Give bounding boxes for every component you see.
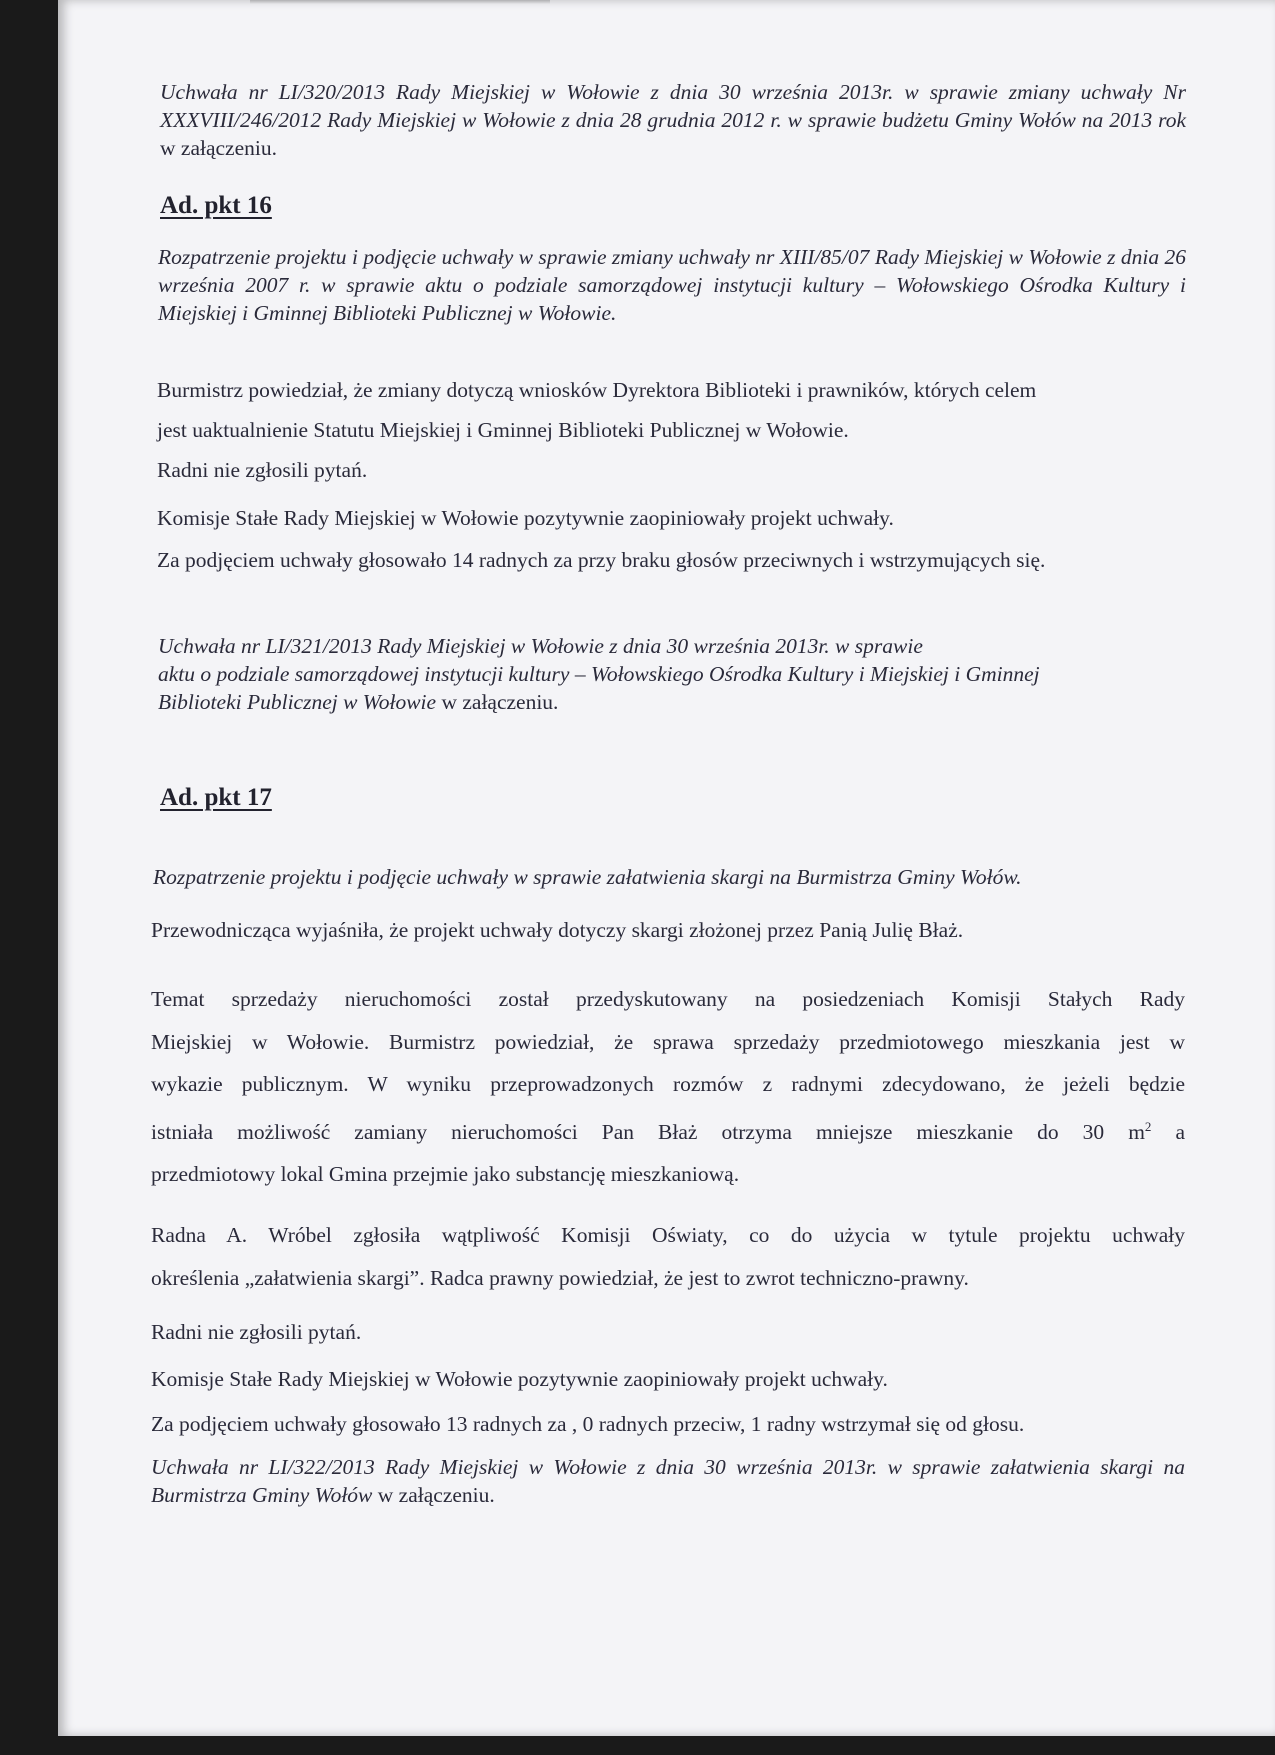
pkt16-mayor-statement-cont — [157, 416, 849, 444]
heading-pkt-16: Ad. pkt 16 — [160, 192, 272, 219]
pkt17-wrobel-line-1: Radna A. Wróbel zgłosiła wątpliwość Komisji Oświaty, co do użycia w tytule projektu uchwały — [151, 1223, 1185, 1247]
pkt16-mayor-line-1: Burmistrz powiedział, że zmiany dotyczą wniosków Dyrektora Biblioteki i prawników, których celem — [157, 378, 1037, 402]
pkt16-mayor-statement — [157, 376, 1036, 404]
pkt17-property-line-2: Miejskiej w Wołowie. Burmistrz powiedział, że sprawa sprzedaży przedmiotowego mieszkania jest w — [151, 1029, 1185, 1054]
pkt16-committees: Komisje Stałe Rady Miejskiej w Wołowie pozytywnie zaopiniowały projekt uchwały. — [157, 506, 894, 530]
pkt17-vote: Za podjęciem uchwały głosowało 13 radnych za , 0 radnych przeciw, 1 radny wstrzymał się od głosu. — [151, 1412, 1025, 1436]
pkt17-wrobel-line-2: określenia „załatwienia skargi”. Radca prawny powiedział, że jest to zwrot techniczno-prawny. — [151, 1265, 969, 1290]
pkt16-resolution — [158, 632, 1040, 716]
pkt17-wrobel-paragraph — [151, 1214, 1185, 1299]
heading-pkt-17: Ad. pkt 17 — [160, 784, 272, 811]
resolution-320-tail: w załączeniu. — [160, 136, 277, 160]
pkt17-property-line-1: Temat sprzedaży nieruchomości został przedyskutowany na posiedzeniach Komisji Stałych Rady — [151, 987, 1185, 1011]
pkt17-resolution-title: Uchwała nr LI/322/2013 Rady Miejskiej w Wołowie z dnia 30 września 2013r. w sprawie załatwienia skargi na Burmistrza Gminy Wołów — [151, 1455, 1185, 1507]
pkt17-property-line-5: przedmiotowy lokal Gmina przejmie jako substancję mieszkaniową. — [151, 1162, 740, 1187]
pkt17-property-paragraph — [151, 978, 1185, 1196]
pkt17-topic: Rozpatrzenie projektu i podjęcie uchwały w sprawie załatwienia skargi na Burmistrza Gminy Wołów. — [153, 865, 1022, 889]
pkt16-resolution-line-3: Biblioteki Publicznej w Wołowie — [158, 690, 437, 714]
pkt16-mayor-line-2: jest uaktualnienie Statutu Miejskiej i Gminnej Biblioteki Publicznej w Wołowie. — [157, 418, 849, 442]
pkt17-chair-statement: Przewodnicząca wyjaśniła, że projekt uchwały dotyczy skargi złożonej przez Panią Julię Błaż. — [151, 918, 964, 942]
pkt17-committees: Komisje Stałe Rady Miejskiej w Wołowie pozytywnie zaopiniowały projekt uchwały. — [151, 1367, 888, 1391]
pkt17-property-line-3: wykazie publicznym. W wyniku przeprowadzonych rozmów z radnymi zdecydowano, że jeżeli będzie — [151, 1072, 1185, 1096]
pkt16-resolution-line-2: aktu o podziale samorządowej instytucji kultury – Wołowskiego Ośrodka Kultury i Miejskiej i Gminnej — [158, 662, 1040, 686]
pkt17-resolution-tail: w załączeniu. — [372, 1483, 495, 1507]
resolution-320-paragraph — [160, 78, 1186, 162]
pkt16-no-questions: Radni nie zgłosili pytań. — [157, 458, 368, 482]
scan-edge-shadow — [250, 0, 550, 4]
pkt17-property-line-4: istniała możliwość zamiany nieruchomości Pan Błaż otrzyma mniejsze mieszkanie do 30 m — [151, 1119, 1145, 1144]
pkt16-resolution-tail: w załączeniu. — [436, 690, 559, 714]
resolution-320-title: Uchwała nr LI/320/2013 Rady Miejskiej w Wołowie z dnia 30 września 2013r. w sprawie zmiany uchwały Nr XXXVIII/246/2012 Rady Miejskiej w Wołowie z dnia 28 grudnia 2012 r. w sprawie budżetu Gminy Wołów na 2013 rok — [160, 80, 1186, 132]
pkt16-resolution-line-1: Uchwała nr LI/321/2013 Rady Miejskiej w Wołowie z dnia 30 września 2013r. w sprawie — [158, 634, 923, 658]
pkt17-resolution — [151, 1453, 1185, 1509]
pkt16-topic: Rozpatrzenie projektu i podjęcie uchwały w sprawie zmiany uchwały nr XIII/85/07 Rady Miejskiej w Wołowie z dnia 26 września 2007 r. w sprawie aktu o podziale samorządowej instytucji kultury – Wołowskiego Ośrodka Kultury i Miejskiej i Gminnej Biblioteki Publicznej w Wołowie. — [158, 245, 1186, 325]
pkt17-square-sup: 2 — [1144, 1118, 1152, 1134]
pkt17-no-questions: Radni nie zgłosili pytań. — [151, 1320, 362, 1344]
pkt16-vote: Za podjęciem uchwały głosowało 14 radnych za przy braku głosów przeciwnych i wstrzymujących się. — [157, 548, 1046, 572]
pkt17-property-line-4-tail: a — [1151, 1119, 1185, 1144]
scan-bottom-border — [0, 1736, 1275, 1755]
